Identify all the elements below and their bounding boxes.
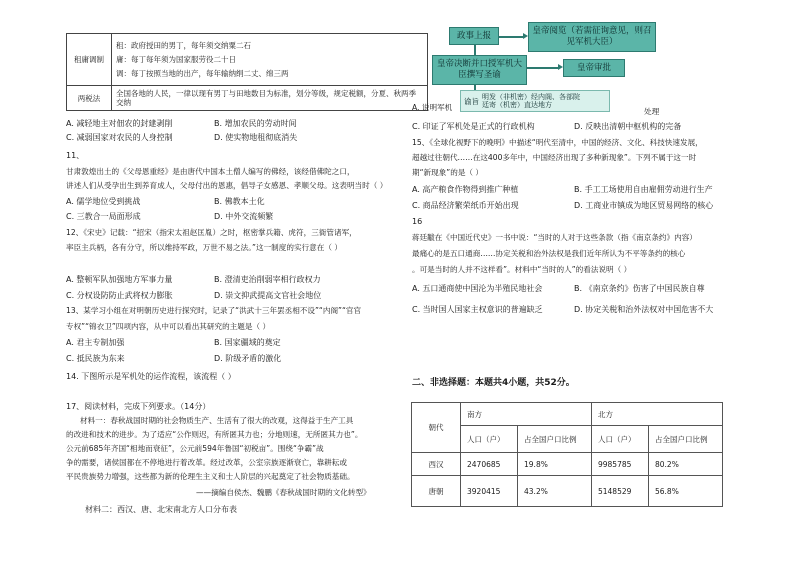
q12-option-a: A. 整顿军队加强地方军事力量 (66, 275, 173, 284)
q16-stem: 。可是当时的人并不这样看”。材料中“当时的人”的看法说明（ ） (412, 265, 632, 274)
q14-option-b-partial: 处理 (644, 107, 660, 116)
q17-material-line: 的改进和技术的进步。为了适应“公作则迟，有所匿其力也；分地则速，无所匿其力也”。 (66, 430, 363, 439)
q11-stem: 讲述人们从受孕出生到养育成人，父母付出的恩惠，倡导子女感恩、孝顺父母。这表明当时（ ） (66, 181, 388, 190)
q10-option-b: B. 增加农民的劳动时间 (214, 119, 297, 128)
q15-option-a: A. 高产粮食作物得到推广种植 (412, 185, 519, 194)
q15-option-c: C. 商品经济繁荣纸币开始出现 (412, 201, 519, 210)
flow-arrow (499, 36, 524, 38)
tax-line: 调：每丁按照当地的出产，每年输纳绢二丈、绵三两 (116, 69, 289, 78)
q15-option-b: B. 手工工场使用自由雇佣劳动进行生产 (574, 185, 713, 194)
table-row (412, 453, 723, 476)
population-dynasty-name: 唐朝 (412, 476, 461, 507)
q12-option-c: C. 分权设防防止武将权力膨胀 (66, 291, 173, 300)
q13-option-d: D. 阶级矛盾的激化 (214, 354, 282, 363)
flow-step-review: 皇帝阅览（若需征询意见，则召见军机大臣） (528, 22, 656, 52)
tax-line: 庸：每丁每年须为国家服劳役二十日 (116, 55, 236, 64)
flow-connector (474, 45, 476, 55)
q14-option-a-partial: A. 说明军机 (412, 103, 453, 112)
population-north-households: 9985785 (591, 453, 648, 476)
table-row (412, 476, 723, 507)
population-north-ratio: 80.2% (649, 453, 723, 476)
flow-step-edict (460, 90, 610, 112)
population-header-north-households: 人口（户） (591, 426, 648, 453)
q11-stem: 甘肃敦煌出土的《父母恩重经》是由唐代中国本土僧人编写的佛经，该经借佛陀之口， (66, 167, 355, 176)
q13-stem: 13、某学习小组在对明朝历史进行探究时，记录了“洪武十三年罢丞相不设”“内阁”“官官 (66, 306, 362, 315)
q15-stem: 超越过往朝代……在这400多年中，中国经济出现了多种新现象”。下列不属于这一时 (412, 153, 697, 162)
population-header-south-ratio: 占全国户口比例 (518, 426, 592, 453)
population-header-south: 南方 (461, 403, 592, 426)
population-south-ratio: 19.8% (518, 453, 592, 476)
q17-material-line: 平民贵族势力增强，这些都为新的伦理生主义和士人阶层的兴起奠定了社会物质基础。 (66, 472, 355, 481)
edict-label: 谕旨 (464, 96, 479, 106)
edict-route: 明发（非机密）经内阁、各部院 (482, 92, 580, 101)
flow-step-report: 政事上报 (449, 27, 499, 45)
edict-routes (482, 93, 580, 110)
population-header-south-households: 人口（户） (461, 426, 518, 453)
q14-option-c: C. 印证了军机处是正式的行政机构 (412, 122, 535, 131)
population-south-households: 2470685 (461, 453, 518, 476)
q14-option-d: D. 反映出清朝中枢机构的完备 (574, 122, 682, 131)
q16-stem: 最痛心的是五口通商……协定关税和治外法权是我们近年所认为不平等条约的核心 (412, 249, 686, 258)
q16-option-c: C. 当时国人国家主权意识的普遍缺乏 (412, 305, 543, 314)
q12-option-b: B. 澄清吏治削弱宰相行政权力 (214, 275, 321, 284)
q17-title: 17、阅读材料，完成下列要求。（14分） (66, 402, 211, 411)
q11-option-a: A. 儒学地位受到挑战 (66, 197, 141, 206)
q10-option-d: D. 使实物地租彻底消失 (214, 133, 298, 142)
q17-material-line: 公元前685年齐国“相地而衰征”，公元前594年鲁国“初税亩”。围绕“争霸”战 (66, 444, 324, 453)
q12-stem: 12、《宋史》记载：“招宋（指宋太祖赵匡胤）之时，枢密掌兵籍、虎符，三衙管诸军， (66, 228, 357, 237)
population-dynasty-name: 西汉 (412, 453, 461, 476)
q15-stem: 期“新现象”的是（ ） (412, 168, 484, 177)
tax-line: 租：政府授田的男丁，每年须交纳粟二石 (116, 41, 251, 50)
tax-system-table (66, 33, 428, 111)
q13-stem: 专权”“锦衣卫”四项内容，从中可以看出其研究的主题是（ ） (66, 322, 271, 331)
flow-step-approve: 皇帝审批 (563, 59, 625, 77)
flow-arrow (527, 67, 559, 69)
population-north-households: 5148529 (591, 476, 648, 507)
q16-option-a: A. 五口通商使中国沦为半殖民地社会 (412, 284, 543, 293)
q10-option-a: A. 减轻地主对佃农的封建剥削 (66, 119, 173, 128)
q16-option-b: B. 《南京条约》伤害了中国民族自尊 (574, 284, 705, 293)
q17-material-line: 争的需要，诸侯国都在不停地进行着改革。经过改革，公室宗族逐渐衰亡，靠耕耘或 (66, 458, 347, 467)
q17-material-two: 材料二：西汉、唐、北宋南北方人口分布表 (85, 505, 237, 514)
q16-option-d: D. 协定关税和治外法权对中国危害不大 (574, 305, 714, 314)
population-table (411, 402, 723, 507)
q10-option-c: C. 减弱国家对农民的人身控制 (66, 133, 173, 142)
edict-route: 廷寄（机密）直达地方 (482, 101, 552, 109)
section-two-title: 二、非选择题：本题共4小题，共52分。 (412, 378, 575, 388)
q17-material-line: 材料一：春秋战国时期的社会物质生产、生活有了很大的改观，这得益于生产工具 (80, 416, 354, 425)
q14-stem: 14. 下图所示是军机处的运作流程，该流程（ ） (66, 372, 236, 381)
q11-number: 11、 (66, 151, 85, 160)
tax-table-liangshuifa-content: 全国各地的人民，一律以现有男丁与田地数目为标准，划分等级，规定税额，分夏、秋两季交纳 (112, 86, 428, 111)
q15-stem: 15、《全球化视野下的晚明》中描述“明代至清中，中国的经济、文化、科技快速发展， (412, 138, 703, 147)
population-south-households: 3920415 (461, 476, 518, 507)
tax-table-head-liangshuifa: 两税法 (67, 86, 112, 111)
q16-number: 16 (412, 217, 423, 226)
population-header-north: 北方 (591, 403, 722, 426)
tax-table-zuyongdiao-content (112, 34, 428, 86)
q12-stem: 率臣主兵柄，各有分守，所以维持军政，万世不易之法。”这一制度的实行意在（ ） (66, 243, 342, 252)
q11-option-c: C. 三教合一局面形成 (66, 212, 141, 221)
q13-option-c: C. 抵民族为东来 (66, 354, 125, 363)
q13-option-b: B. 国家疆域的奠定 (214, 338, 281, 347)
population-header-dynasty: 朝代 (412, 403, 461, 453)
tax-table-head-zuyongdiao: 租庸调制 (67, 34, 112, 86)
population-north-ratio: 56.8% (649, 476, 723, 507)
q11-option-d: D. 中外交流频繁 (214, 212, 274, 221)
q17-source: ——摘编自侯杰、魏鹏《春秋战国时期的文化转型》 (196, 488, 371, 497)
q12-option-d: D. 崇文抑武提高文官社会地位 (214, 291, 322, 300)
population-header-north-ratio: 占全国户口比例 (649, 426, 723, 453)
q16-stem: 蒋廷黻在《中国近代史》一书中说：“当时的人对于这些条款（指《南京条约》内容） (412, 233, 697, 242)
population-south-ratio: 43.2% (518, 476, 592, 507)
q15-option-d: D. 工商业市镇成为地区贸易网络的核心 (574, 201, 714, 210)
q13-option-a: A. 君主专制加强 (66, 338, 125, 347)
q11-option-b: B. 佛教本土化 (214, 197, 265, 206)
flow-step-decision: 皇帝决断并口授军机大臣撰写圣谕 (432, 55, 527, 85)
